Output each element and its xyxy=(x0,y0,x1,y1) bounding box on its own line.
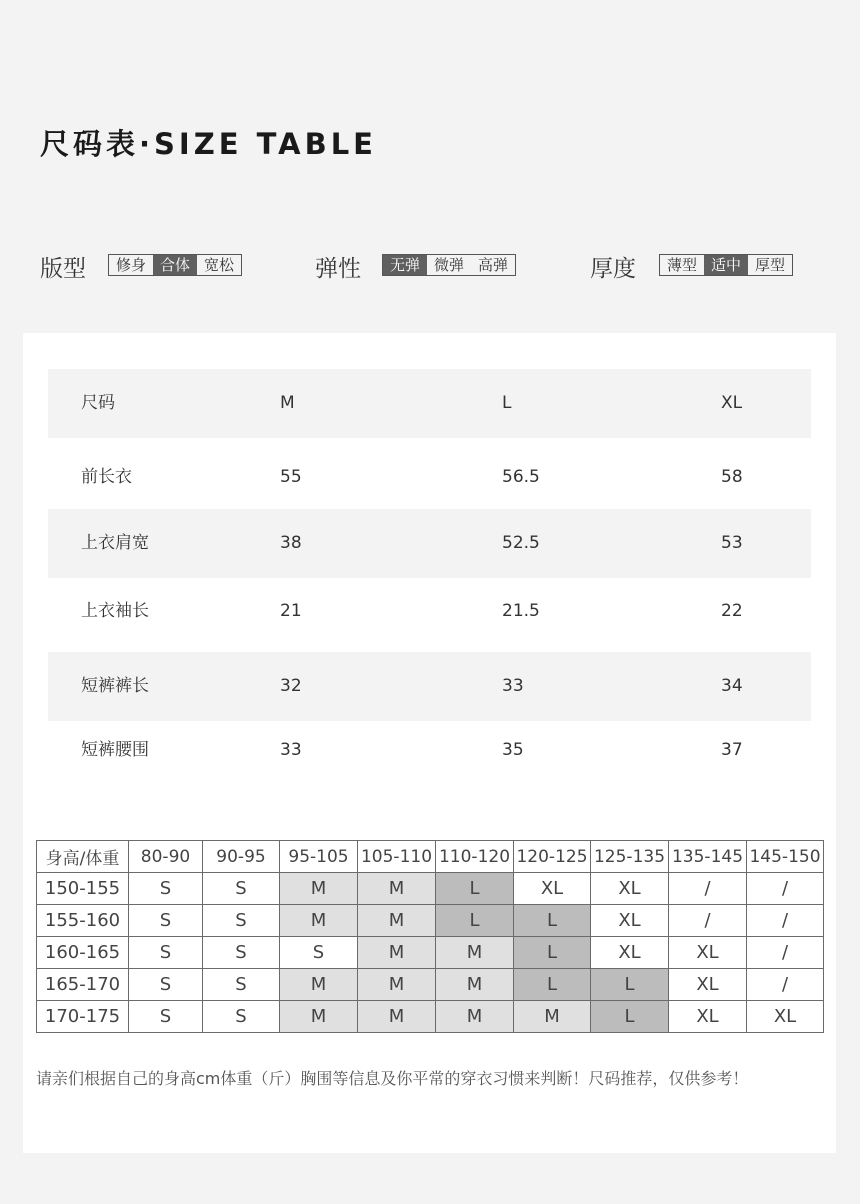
recommendation-row xyxy=(37,937,824,969)
recommended-size-cell: XL xyxy=(514,873,591,905)
measure-label: 上衣肩宽 xyxy=(81,533,149,553)
measure-header-size: 尺码 xyxy=(81,393,115,413)
recommendation-row xyxy=(37,1001,824,1033)
recommended-size-cell: S xyxy=(129,1001,203,1033)
measure-row xyxy=(48,652,811,721)
recommended-size-cell: L xyxy=(436,905,514,937)
measure-value: 32 xyxy=(280,676,302,696)
measure-value: 34 xyxy=(721,676,743,696)
size-recommendation-table xyxy=(36,840,824,1033)
recommended-size-cell: M xyxy=(358,1001,436,1033)
measure-row xyxy=(48,577,811,646)
weight-range-header: 80-90 xyxy=(129,841,203,873)
recommended-size-cell: S xyxy=(203,873,280,905)
measure-row xyxy=(48,443,811,512)
weight-range-header: 145-150 xyxy=(747,841,824,873)
fit-options xyxy=(108,254,242,276)
measure-value: 38 xyxy=(280,533,302,553)
recommended-size-cell: S xyxy=(280,937,358,969)
measure-value: 56.5 xyxy=(502,467,540,487)
measure-label: 前长衣 xyxy=(81,467,132,487)
recommended-size-cell: / xyxy=(747,873,824,905)
recommendation-header-row xyxy=(37,841,824,873)
measure-value: 22 xyxy=(721,601,743,621)
measure-value: 35 xyxy=(502,740,524,760)
height-range-cell: 160-165 xyxy=(37,937,129,969)
recommended-size-cell: L xyxy=(591,969,669,1001)
thickness-option-thin: 薄型 xyxy=(667,256,698,274)
recommended-size-cell: L xyxy=(514,937,591,969)
height-weight-header: 身高/体重 xyxy=(37,841,129,873)
size-advice-note: 请亲们根据自己的身高cm体重（斤）胸围等信息及你平常的穿衣习惯来判断！尺码推荐，仅供参考！ xyxy=(36,1069,749,1088)
fit-label: 版型 xyxy=(40,256,86,282)
recommended-size-cell: L xyxy=(591,1001,669,1033)
elasticity-option-none: 无弹 xyxy=(383,255,427,275)
recommended-size-cell: XL xyxy=(591,937,669,969)
recommended-size-cell: / xyxy=(669,873,747,905)
recommended-size-cell: S xyxy=(129,905,203,937)
measure-value: 58 xyxy=(721,467,743,487)
recommended-size-cell: S xyxy=(129,937,203,969)
recommended-size-cell: M xyxy=(280,873,358,905)
fit-option-loose: 宽松 xyxy=(204,256,235,274)
measure-value: 55 xyxy=(280,467,302,487)
height-range-cell: 165-170 xyxy=(37,969,129,1001)
thickness-option-thick: 厚型 xyxy=(755,256,786,274)
measure-header-m: M xyxy=(280,393,295,413)
elasticity-option-slight: 微弹 xyxy=(434,256,465,274)
elasticity-option-high: 高弹 xyxy=(478,256,509,274)
elasticity-options xyxy=(382,254,516,276)
recommended-size-cell: S xyxy=(129,969,203,1001)
measure-value: 37 xyxy=(721,740,743,760)
weight-range-header: 105-110 xyxy=(358,841,436,873)
recommended-size-cell: L xyxy=(514,969,591,1001)
recommended-size-cell: M xyxy=(358,937,436,969)
height-range-cell: 170-175 xyxy=(37,1001,129,1033)
recommended-size-cell: M xyxy=(514,1001,591,1033)
measure-value: 33 xyxy=(280,740,302,760)
measure-label: 短裤裤长 xyxy=(81,676,149,696)
measure-row xyxy=(48,509,811,578)
recommended-size-cell: M xyxy=(436,969,514,1001)
recommended-size-cell: M xyxy=(280,1001,358,1033)
weight-range-header: 90-95 xyxy=(203,841,280,873)
recommended-size-cell: M xyxy=(280,969,358,1001)
recommended-size-cell: S xyxy=(203,937,280,969)
recommended-size-cell: S xyxy=(203,1001,280,1033)
height-range-cell: 150-155 xyxy=(37,873,129,905)
recommendation-row xyxy=(37,969,824,1001)
recommended-size-cell: XL xyxy=(591,905,669,937)
weight-range-header: 110-120 xyxy=(436,841,514,873)
recommended-size-cell: M xyxy=(358,905,436,937)
measure-label: 短裤腰围 xyxy=(81,740,149,760)
thickness-option-medium: 适中 xyxy=(704,255,748,275)
thickness-options xyxy=(659,254,793,276)
recommendation-row xyxy=(37,873,824,905)
recommended-size-cell: M xyxy=(436,937,514,969)
recommended-size-cell: XL xyxy=(591,873,669,905)
recommended-size-cell: / xyxy=(747,905,824,937)
recommended-size-cell: L xyxy=(514,905,591,937)
measure-value: 21 xyxy=(280,601,302,621)
measure-value: 53 xyxy=(721,533,743,553)
recommended-size-cell: M xyxy=(436,1001,514,1033)
measure-value: 21.5 xyxy=(502,601,540,621)
measure-header-row xyxy=(48,369,811,438)
recommended-size-cell: / xyxy=(669,905,747,937)
weight-range-header: 125-135 xyxy=(591,841,669,873)
recommendation-row xyxy=(37,905,824,937)
recommended-size-cell: M xyxy=(280,905,358,937)
weight-range-header: 120-125 xyxy=(514,841,591,873)
measure-label: 上衣袖长 xyxy=(81,601,149,621)
measure-row xyxy=(48,716,811,785)
measure-value: 33 xyxy=(502,676,524,696)
recommended-size-cell: M xyxy=(358,873,436,905)
recommended-size-cell: S xyxy=(129,873,203,905)
recommended-size-cell: M xyxy=(358,969,436,1001)
recommended-size-cell: S xyxy=(203,905,280,937)
recommended-size-cell: XL xyxy=(669,969,747,1001)
recommended-size-cell: L xyxy=(436,873,514,905)
fit-option-regular: 合体 xyxy=(153,255,197,275)
recommended-size-cell: S xyxy=(203,969,280,1001)
recommended-size-cell: XL xyxy=(669,1001,747,1033)
height-range-cell: 155-160 xyxy=(37,905,129,937)
weight-range-header: 95-105 xyxy=(280,841,358,873)
recommended-size-cell: / xyxy=(747,937,824,969)
recommended-size-cell: / xyxy=(747,969,824,1001)
recommended-size-cell: XL xyxy=(747,1001,824,1033)
weight-range-header: 135-145 xyxy=(669,841,747,873)
thickness-label: 厚度 xyxy=(590,256,636,282)
measure-header-l: L xyxy=(502,393,512,413)
elasticity-label: 弹性 xyxy=(315,256,361,282)
page-title: 尺码表·SIZE TABLE xyxy=(40,127,377,161)
measure-header-xl: XL xyxy=(721,393,743,413)
fit-option-slim: 修身 xyxy=(116,256,147,274)
measure-value: 52.5 xyxy=(502,533,540,553)
recommended-size-cell: XL xyxy=(669,937,747,969)
